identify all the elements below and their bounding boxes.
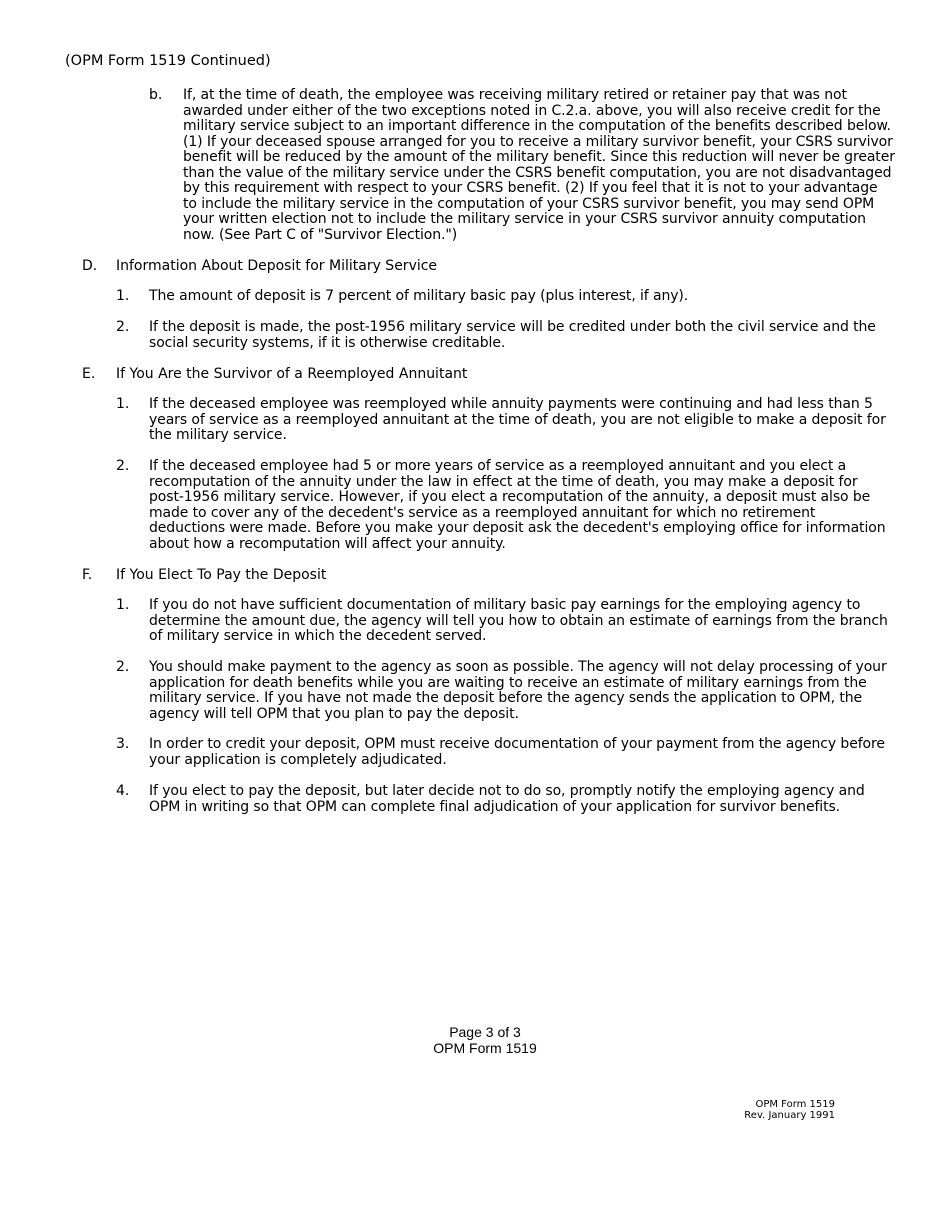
section-e-item-1-text: If the deceased employee was reemployed while annuity payments were continuing and had less than 5 years of service as a reemployed annuitant at the time of death, you are not eligible to make a deposit for the military service. [149,396,886,443]
section-e-item-1-marker: 1. [116,396,130,412]
item-b-text: If, at the time of death, the employee was receiving military retired or retainer pay that was not awarded under either of the two exceptions noted in C.2.a. above, you will also receive credit for the military service subject to an important difference in the computation of the benefits described below. (1) If your deceased spouse arranged for you to receive a military survivor benefit, your CSRS survivor benefit will be reduced by the amount of the military benefit. Since this reduction will never be greater than the value of the military service under the CSRS benefit computation, you are not disadvantaged by this requirement with respect to your CSRS benefit. (2) If you feel that it is not to your advantage to include the military service in the computation of your CSRS survivor benefit, you may send OPM your written election not to include the military service in your CSRS survivor annuity computation now. (See Part C of "Survivor Election.") [183,87,895,243]
section-f-item-3-marker: 3. [116,736,130,752]
section-f-item-4-marker: 4. [116,783,130,799]
section-d-item-1-text: The amount of deposit is 7 percent of military basic pay (plus interest, if any). [149,288,689,304]
section-f-item-1-marker: 1. [116,597,130,613]
section-f-marker: F. [82,567,93,583]
section-f-item-3-text: In order to credit your deposit, OPM must receive documentation of your payment from the agency before your application is completely adjudicated. [149,736,885,768]
section-e-item-2-text: If the deceased employee had 5 or more years of service as a reemployed annuitant and you elect a recomputation of the annuity under the law in effect at the time of death, you may make a deposit for post-1956 military service. However, if you elect a recomputation of the annuity, a deposit must also be made to cover any of the decedent's service as a reemployed annuitant for which no retirement deductions were made. Before you make your deposit ask the decedent's employing office for information about how a recomputation will affect your annuity. [149,458,886,552]
section-d-marker: D. [82,258,98,274]
section-f-item-4-text: If you elect to pay the deposit, but later decide not to do so, promptly notify the employing agency and OPM in writing so that OPM can complete final adjudication of your application for survivor benefits. [149,783,865,815]
revision-date: Rev. January 1991 [744,1110,835,1121]
continued-title: (OPM Form 1519 Continued) [65,53,271,69]
section-e-marker: E. [82,366,96,382]
section-f-heading: If You Elect To Pay the Deposit [116,567,327,583]
section-e-item-2-marker: 2. [116,458,130,474]
section-e-heading: If You Are the Survivor of a Reemployed Annuitant [116,366,468,382]
section-d-item-2-text: If the deposit is made, the post-1956 military service will be credited under both the civil service and the social security systems, if it is otherwise creditable. [149,319,876,351]
section-d-heading: Information About Deposit for Military Service [116,258,438,274]
section-f-item-1-text: If you do not have sufficient documentation of military basic pay earnings for the employing agency to determine the amount due, the agency will tell you how to obtain an estimate of earnings from the branch of military service in which the decedent served. [149,597,888,644]
form-name: OPM Form 1519 [433,1040,537,1056]
section-d-item-2-marker: 2. [116,319,130,335]
section-d-item-1-marker: 1. [116,288,130,304]
section-f-item-2-text: You should make payment to the agency as soon as possible. The agency will not delay processing of your application for death benefits while you are waiting to receive an estimate of military earnings from the military service. If you have not made the deposit before the agency sends the application to OPM, the agency will tell OPM that you plan to pay the deposit. [149,659,887,722]
item-b-marker: b. [149,87,163,103]
section-f-item-2-marker: 2. [116,659,130,675]
page-number: Page 3 of 3 [449,1024,521,1040]
revision-form: OPM Form 1519 [755,1099,835,1110]
